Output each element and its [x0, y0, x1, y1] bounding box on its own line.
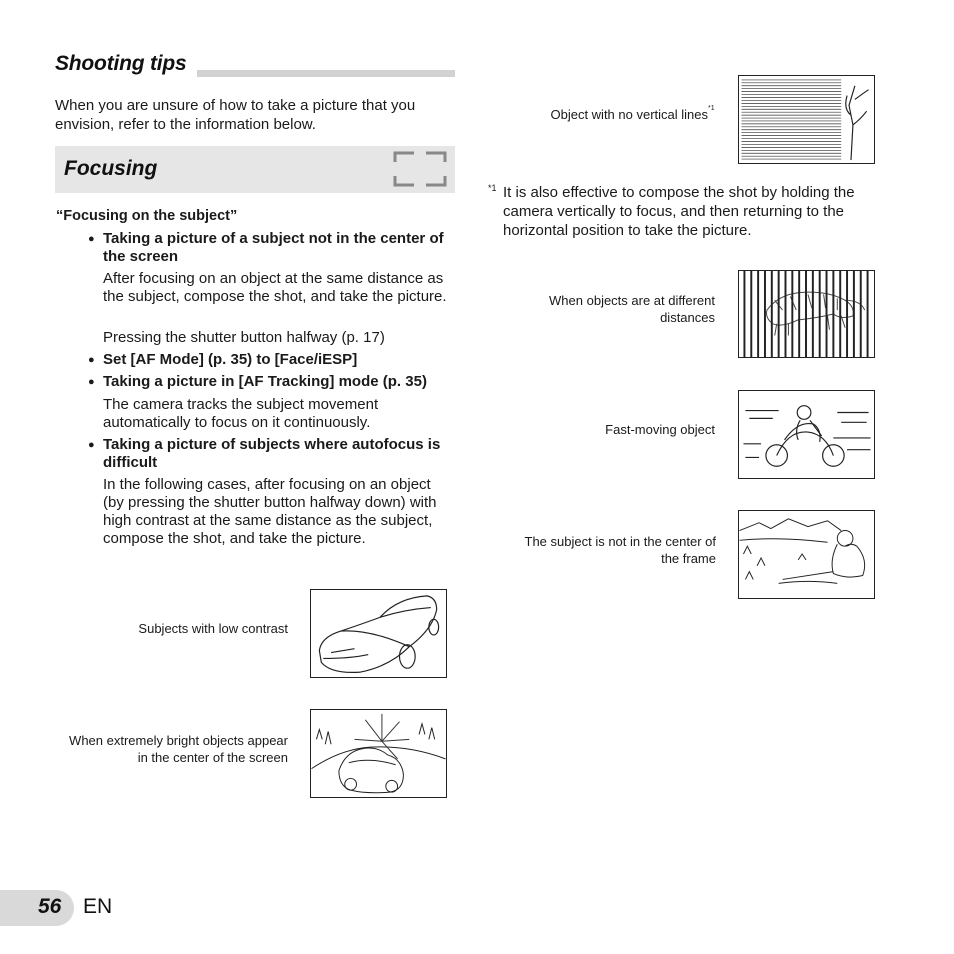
- bullet-body: The camera tracks the subject movement automatically to focus on it continuously.: [103, 396, 379, 431]
- cage-bar: [839, 271, 841, 357]
- bullet-off-center: [88, 230, 448, 266]
- footnote-mark: *1: [488, 183, 497, 193]
- bullet-title: Taking a picture of subjects where autofocus is difficult: [103, 436, 441, 471]
- cage-bar: [846, 271, 848, 357]
- cage-bar: [826, 271, 828, 357]
- cage-bar: [867, 271, 869, 357]
- cage-bar: [785, 271, 787, 357]
- cage-bar: [819, 271, 821, 357]
- page-number: 56: [38, 895, 62, 918]
- caption-fast-moving: Fast-moving object: [605, 422, 715, 437]
- cage-bar: [771, 271, 773, 357]
- person-sitting-illustration: [738, 510, 875, 599]
- bullet-dot: ●: [88, 233, 95, 245]
- cage-bar: [853, 271, 855, 357]
- caption-not-center: The subject is not in the center of the frame: [524, 534, 716, 566]
- cage-bar: [778, 271, 780, 357]
- cage-bar: [832, 271, 834, 357]
- cage-bar: [805, 271, 807, 357]
- cage-bar: [743, 271, 745, 357]
- bullet-title: Set [AF Mode] (p. 35) to [Face/iESP]: [103, 351, 358, 368]
- cage-bar: [812, 271, 814, 357]
- focusing-subheading: “Focusing on the subject”: [56, 208, 238, 224]
- cage-bar: [757, 271, 759, 357]
- bullet-body: In the following cases, after focusing on an object (by pressing the shutter button halfway down) with high contrast at the same distance as the subject, compose the shot, and take the picture.: [103, 476, 437, 547]
- bullet-title: Taking a picture in [AF Tracking] mode (p. 35): [103, 373, 427, 390]
- caption-no-vertical-lines: Object with no vertical lines: [550, 107, 708, 122]
- caption-low-contrast: Subjects with low contrast: [138, 621, 288, 636]
- cage-bar: [798, 271, 800, 357]
- bullet-difficult-af: [88, 436, 448, 472]
- bullet-dot: ●: [88, 376, 95, 388]
- caption-different-distances: When objects are at different distances: [549, 293, 715, 325]
- bullet-dot: ●: [88, 439, 95, 451]
- bullet-body: Pressing the shutter button halfway (p. 17): [103, 329, 385, 346]
- cage-bar: [791, 271, 793, 357]
- cage-bar: [750, 271, 752, 357]
- caption-bright-center: When extremely bright objects appear in the center of the screen: [69, 733, 288, 765]
- motorcycle-illustration: [738, 390, 875, 479]
- focusing-title: Focusing: [64, 157, 158, 180]
- bullet-af-tracking: [88, 373, 448, 391]
- section-title-rule: [197, 70, 455, 77]
- tiger-behind-bars-illustration: [738, 270, 875, 358]
- footnote-text: It is also effective to compose the shot by holding the camera vertically to focus, and then returning to the horizontal position to take the picture.: [503, 184, 855, 239]
- cage-bar: [860, 271, 862, 357]
- car-illustration: [310, 589, 447, 678]
- section-title: Shooting tips: [55, 52, 187, 75]
- bullet-body: After focusing on an object at the same distance as the subject, compose the shot, and take the picture.: [103, 270, 447, 305]
- footnote-ref: *1: [708, 105, 715, 112]
- intro-text: When you are unsure of how to take a picture that you envision, refer to the information below.: [55, 97, 416, 133]
- page-number-tab: [0, 890, 74, 926]
- page-language: EN: [83, 895, 113, 918]
- cage-bar: [764, 271, 766, 357]
- bright-sun-car-illustration: [310, 709, 447, 798]
- bullet-title: Taking a picture of a subject not in the center of the screen: [103, 230, 444, 265]
- af-frame-icon: [393, 151, 447, 187]
- bullet-dot: ●: [88, 354, 95, 366]
- plant-drawing: [846, 86, 869, 160]
- bullet-af-mode: [88, 351, 448, 369]
- horizontal-lines-illustration: [738, 75, 875, 164]
